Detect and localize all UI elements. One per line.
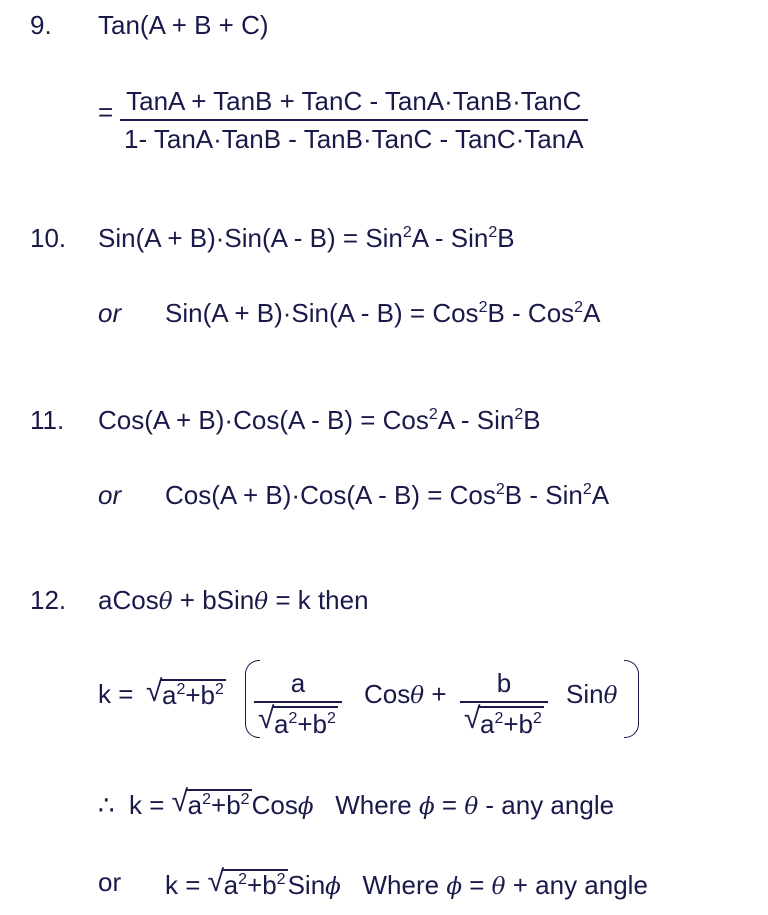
formula-12-fraction-a: a √ $a^2+b^2$ bbox=[254, 668, 342, 740]
formula-11-line-2: Cos(A + B)·Cos(A - B) = Cos$^2$B - Sin$^2$A bbox=[165, 480, 610, 510]
formula-10-line-1: Sin(A + B)·Sin(A - B) = Sin$^2$A - Sin$^2$B bbox=[98, 223, 515, 253]
formula-11-number: 11. bbox=[30, 405, 65, 435]
formula-12-therefore-line: ∴ k = √ $a^2+b^2Cos\phi$ Where ϕ = θ - any angle bbox=[98, 785, 615, 820]
formula-11-or: or bbox=[98, 480, 122, 510]
formula-9-fraction bbox=[120, 86, 588, 155]
formula-12-sin-theta: Sinθ bbox=[566, 679, 618, 709]
formula-12-condition: aCosθ + bSinθ = k then bbox=[98, 585, 369, 615]
formula-12-cos-theta: Cosθ + bbox=[364, 679, 447, 709]
formula-11-line-1: Cos(A + B)·Cos(A - B) = Cos$^2$A - Sin$^2$B bbox=[98, 405, 541, 435]
formula-10-line-2: Sin(A + B)·Sin(A - B) = Cos$^2$B - Cos$^2$A bbox=[165, 298, 601, 328]
formula-12-number: 12. bbox=[30, 585, 67, 615]
formula-12-k-equals: k = bbox=[98, 679, 134, 709]
formula-12-fraction-b: b √ $a^2+b^2$ bbox=[460, 668, 548, 740]
therefore-symbol: ∴ bbox=[98, 790, 115, 820]
formula-9-lhs: Tan(A + B + C) bbox=[98, 10, 269, 40]
formula-9-equals: = bbox=[98, 97, 114, 127]
formula-9-number: 9. bbox=[30, 10, 52, 40]
formula-10-or: or bbox=[98, 298, 122, 328]
formula-9-numerator: TanA + TanB + TanC - TanA·TanB·TanC bbox=[120, 86, 588, 121]
formula-9-denominator: 1- TanA·TanB - TanB·TanC - TanC·TanA bbox=[124, 124, 584, 154]
formula-12-or-line: k = √ $a^2+b^2Sin\phi$ Where ϕ = θ + any angle bbox=[165, 865, 648, 900]
formula-12-or: or bbox=[98, 867, 122, 897]
formula-10-number: 10. bbox=[30, 223, 67, 253]
formula-12-right-paren bbox=[624, 660, 639, 738]
formula-12-sqrt-1: √ $a^2+b^2$ bbox=[146, 675, 224, 710]
